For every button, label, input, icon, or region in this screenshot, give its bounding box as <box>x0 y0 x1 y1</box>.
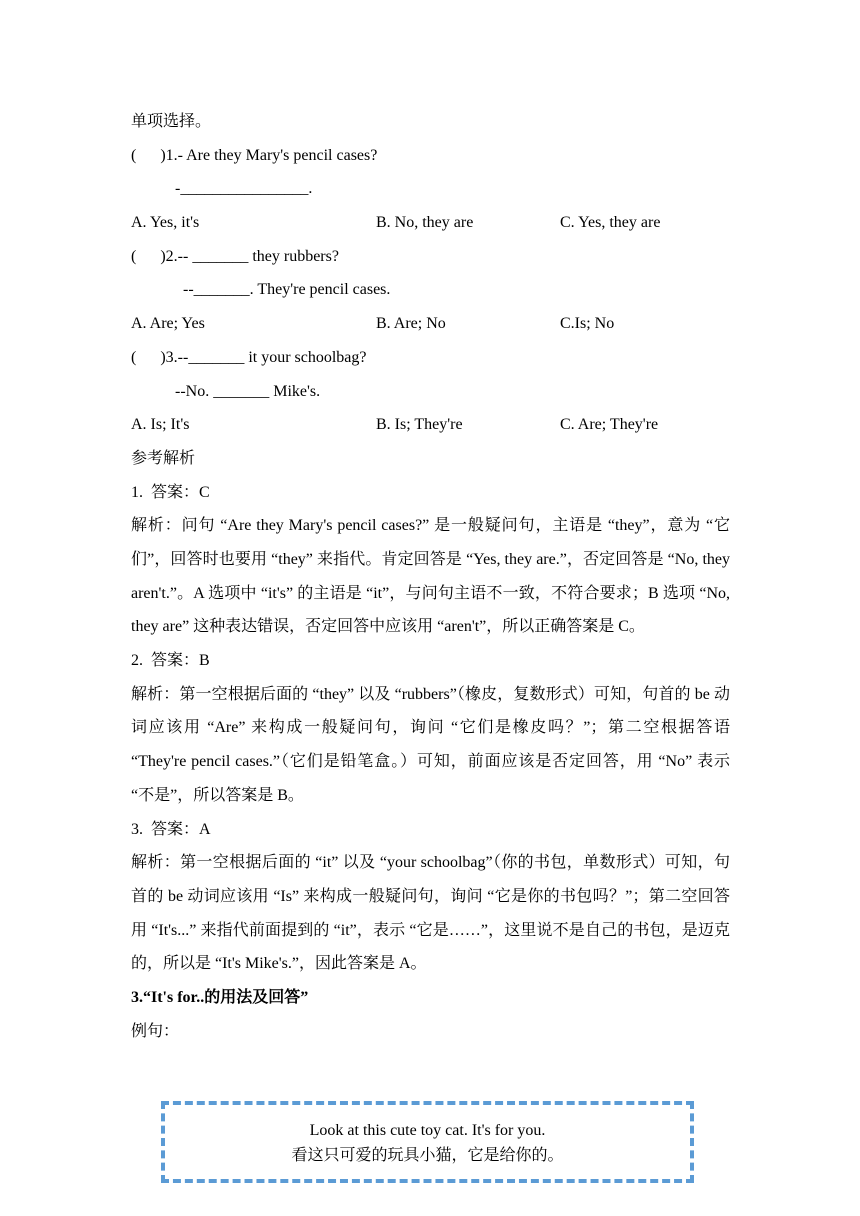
answer-3-label: 3. 答案：A <box>131 820 211 838</box>
answer-2-label: 2. 答案：B <box>131 652 210 670</box>
question-1-options <box>131 206 730 240</box>
answer-2-explanation: 解析：第一空根据后面的 “they” 以及 “rubbers”（橡皮，复数形式）可知，句首的 be 动词应该用 “Are” 来构成一般疑问句，询问 “它们是橡皮吗？”；第二空根据答语 “They're pencil cases.”（它们是铅笔盒。）可知，前面应该是否定回答，用 “No” 表示 “不是”，所以答案是 B。 <box>131 685 730 804</box>
question-3-option-a: A. Is; It's <box>131 416 190 434</box>
answer-3-explanation: 解析：第一空根据后面的 “it” 以及 “your schoolbag”（你的书包，单数形式）可知，句首的 be 动词应该用 “Is” 来构成一般疑问句，询问 “它是你的书包吗？”；第二空回答用 “It's...” 来指代前面提到的 “it”，表示 “它是……”，这里说不是自己的书包，是迈克的，所以是 “It's Mike's.”，因此答案是 A。 <box>131 854 730 973</box>
section-3-heading: 3.“It's for..的用法及回答” <box>131 989 309 1007</box>
example-label: 例句： <box>131 1022 180 1040</box>
question-3-option-c: C. Are; They're <box>560 416 659 434</box>
section-title: 单项选择。 <box>131 113 212 130</box>
question-1-stem: ( )1.- Are they Mary's pencil cases? <box>131 146 378 164</box>
question-3-option-b: B. Is; They're <box>376 416 463 434</box>
example-box <box>161 1101 694 1183</box>
question-1-option-b: B. No, they are <box>376 214 474 232</box>
example-chinese-sentence: 看这只可爱的玩具小猫，它是给你的。 <box>291 1147 564 1164</box>
question-1-option-a: A. Yes, it's <box>131 214 200 232</box>
answer-1-explanation: 解析：问句 “Are they Mary's pencil cases?” 是一般疑问句，主语是 “they”，意为 “它们”，回答时也要用 “they” 来指代。肯定回答是 “Yes, they are.”，否定回答是 “No, they aren't.”。A 选项中 “it's” 的主语是 “it”，与问句主语不一致，不符合要求；B 选项 “No, they are” 这种表达错误，否定回答中应该用 “aren't”，所以正确答案是 C。 <box>131 517 730 636</box>
question-3-options <box>131 408 730 442</box>
question-2-options <box>131 307 730 341</box>
question-2-option-b: B. Are; No <box>376 315 446 333</box>
answer-1-label: 1. 答案：C <box>131 483 210 501</box>
question-1-answer-line: -________________. <box>175 180 313 198</box>
question-1-option-c: C. Yes, they are <box>560 214 661 232</box>
analysis-title: 参考解析 <box>131 449 196 467</box>
document-content <box>131 105 730 1048</box>
question-2-stem: ( )2.-- _______ they rubbers? <box>131 247 339 265</box>
question-3-answer-line: --No. _______ Mike's. <box>175 382 321 400</box>
example-english-sentence: Look at this cute toy cat. It's for you. <box>309 1122 546 1139</box>
question-2-option-c: C.Is; No <box>560 315 615 333</box>
question-2-answer-line: --_______. They're pencil cases. <box>183 281 391 299</box>
question-3-stem: ( )3.--_______ it your schoolbag? <box>131 348 367 366</box>
question-2-option-a: A. Are; Yes <box>131 315 205 333</box>
